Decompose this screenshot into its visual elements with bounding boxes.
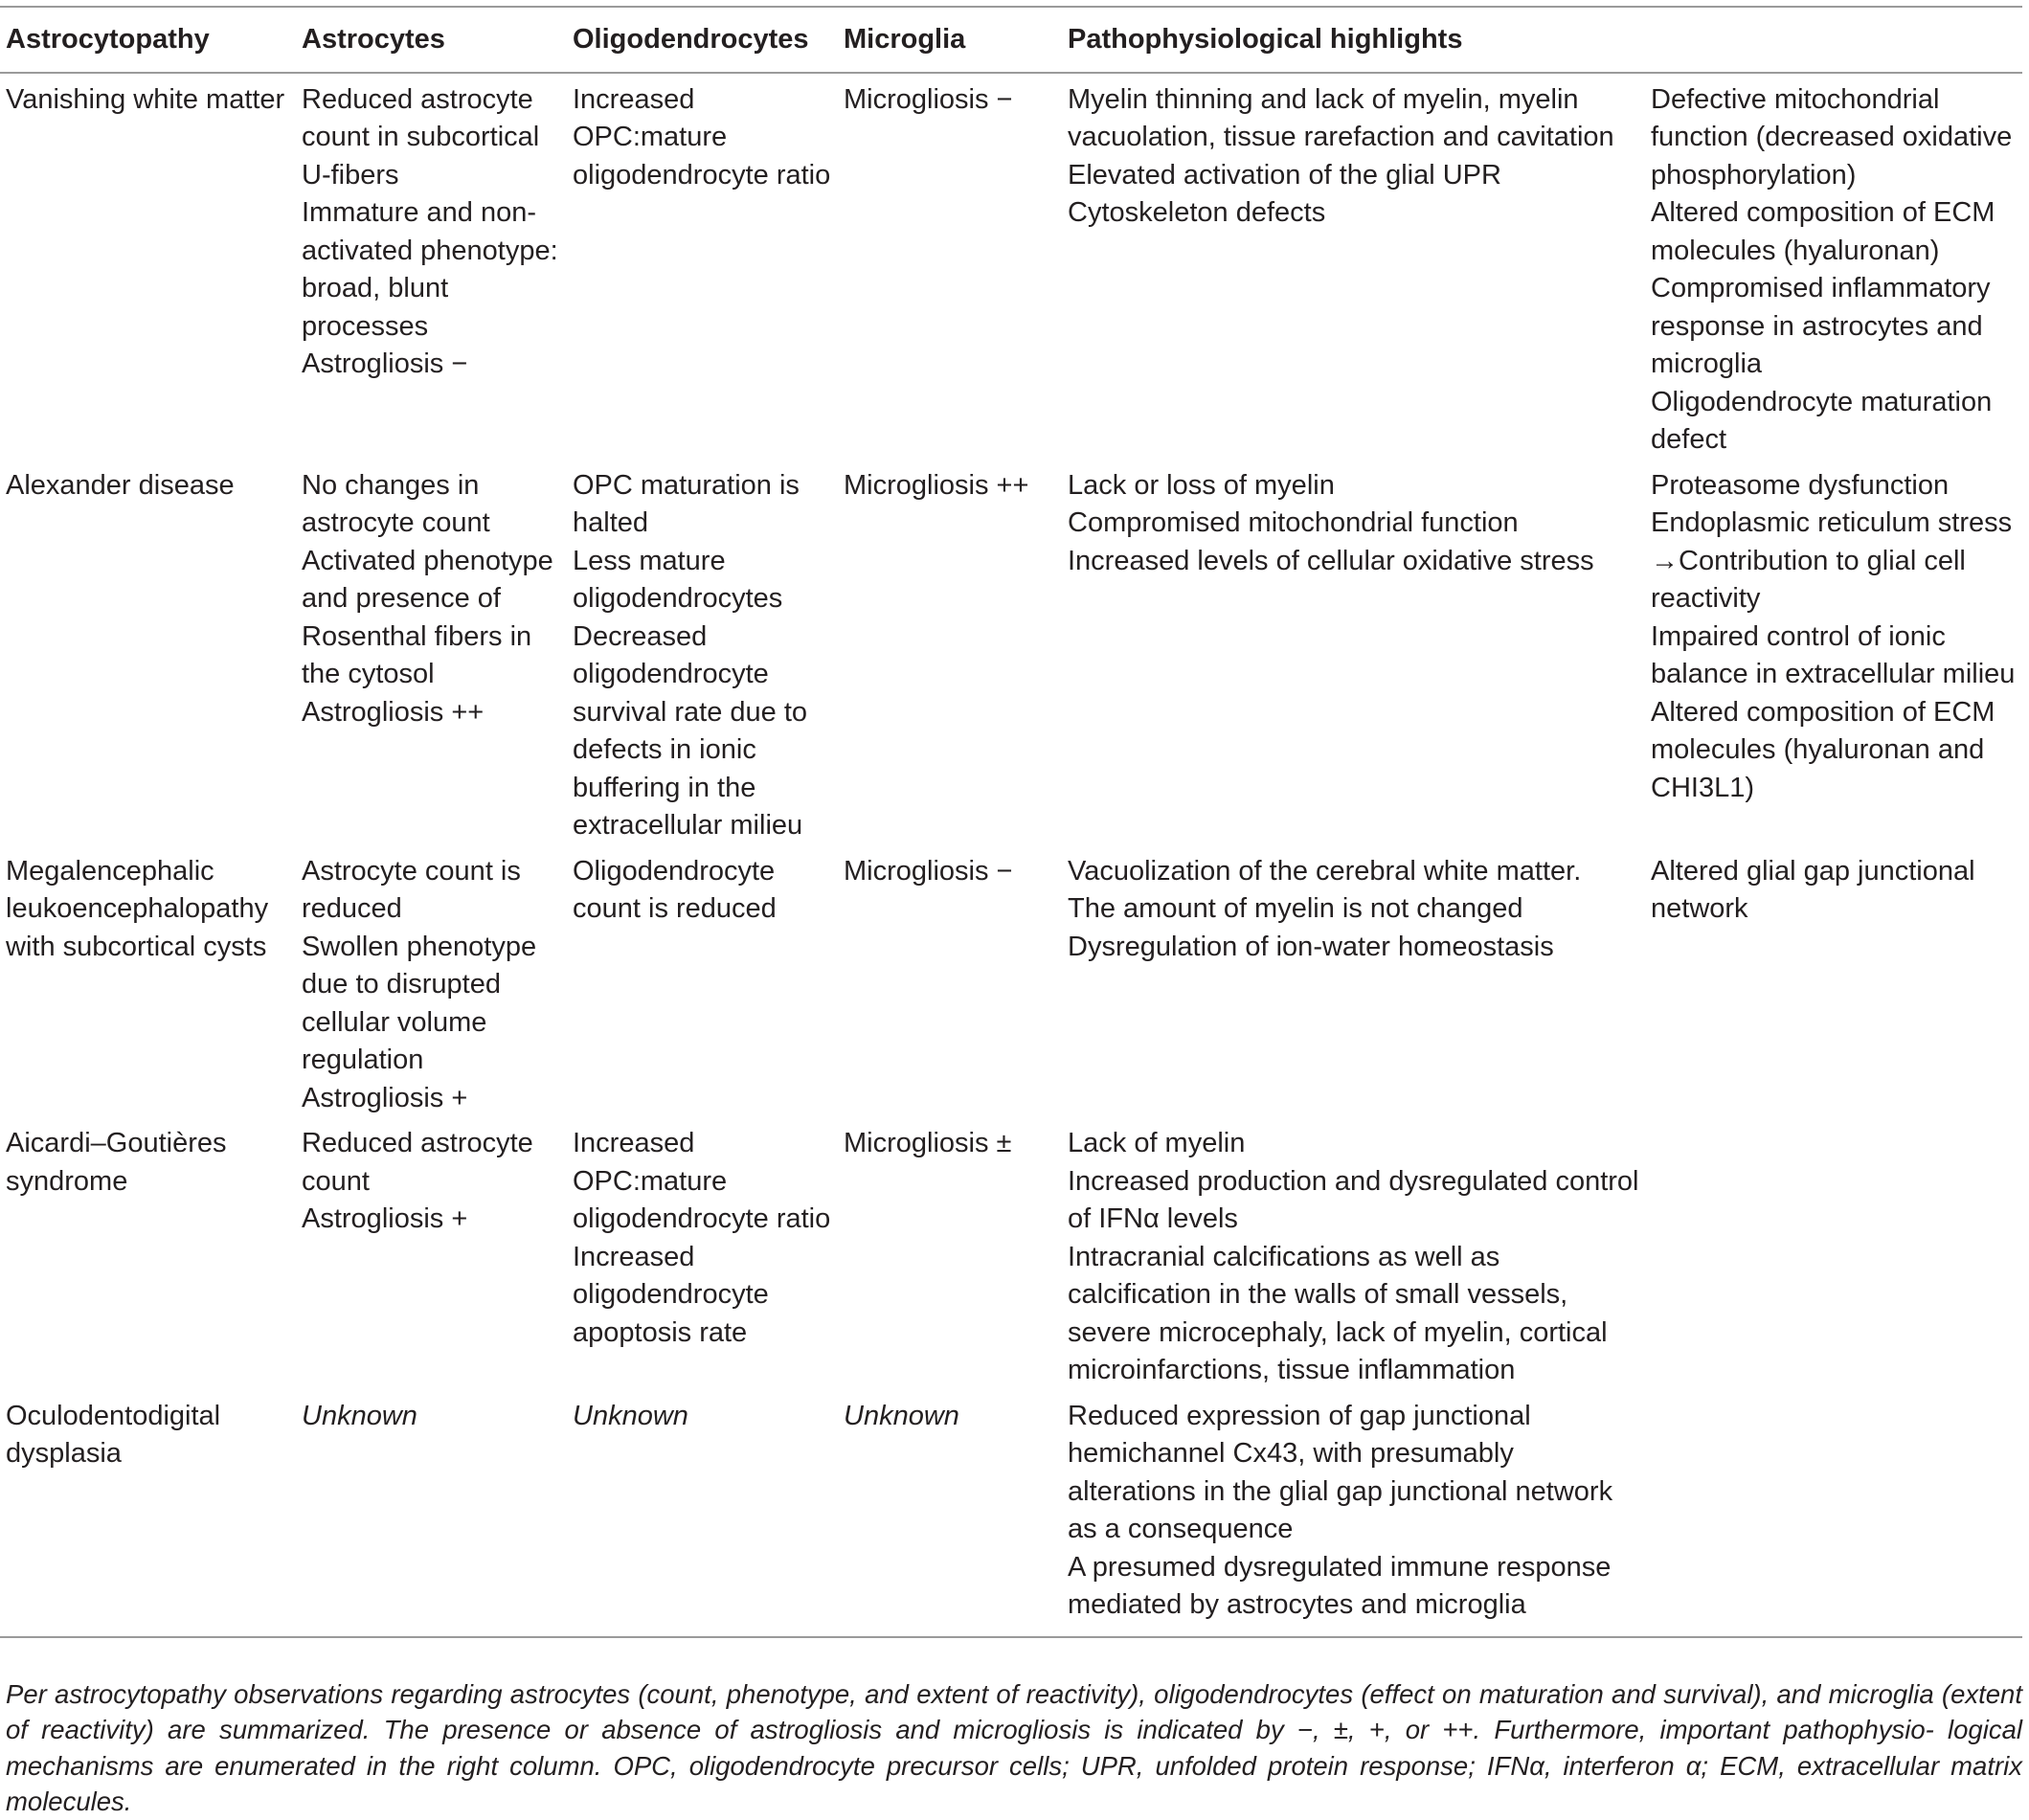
highlights-cell-line: Myelin thinning and lack of myelin, myelin vacuolation, tissue rarefaction and cavitation bbox=[1068, 83, 1614, 152]
header-microglia: Microglia bbox=[844, 24, 966, 55]
mechanisms-cell bbox=[1645, 1117, 2022, 1390]
highlights-cell-line: Reduced expression of gap junctional hemichannel Cx43, with presumably alterations in the glial gap junctional network as a consequence bbox=[1068, 1400, 1613, 1544]
astrocytes-cell bbox=[296, 845, 567, 1118]
astrocytes-cell bbox=[296, 460, 567, 845]
microglia-cell: Microgliosis ± bbox=[844, 1128, 1012, 1158]
oligodendrocytes-cell-line: Increased oligodendrocyte apoptosis rate bbox=[573, 1241, 769, 1348]
oligodendrocytes-cell bbox=[567, 73, 838, 460]
astrocytopathy-name: Megalencephalic leukoencephalopathy with subcortical cysts bbox=[6, 855, 269, 962]
mechanisms-cell bbox=[1645, 460, 2022, 845]
astrocytopathy-name: Aicardi–Goutières syndrome bbox=[6, 1128, 227, 1197]
highlights-cell-line: Cytoskeleton defects bbox=[1068, 197, 1326, 228]
astrocytopathy-name: Alexander disease bbox=[6, 469, 235, 501]
astrocytes-cell-line: Astrogliosis + bbox=[302, 1082, 468, 1113]
table-row bbox=[0, 1117, 2022, 1390]
astrocytes-cell-line: Reduced astrocyte count bbox=[302, 1128, 533, 1197]
mechanisms-cell-line: Defective mitochondrial function (decreased oxidative phosphorylation) bbox=[1651, 83, 2013, 191]
microglia-cell: Microgliosis − bbox=[844, 855, 1013, 887]
highlights-cell bbox=[1062, 73, 1645, 460]
highlights-cell-line: Lack or loss of myelin bbox=[1068, 469, 1335, 501]
astrocytes-cell-line: Reduced astrocyte count in subcortical U-fibers bbox=[302, 83, 540, 191]
header-astrocytes: Astrocytes bbox=[302, 24, 445, 55]
mechanisms-cell-line: Proteasome dysfunction bbox=[1651, 469, 1950, 501]
mechanisms-cell-line: Endoplasmic reticulum stress →Contribution to glial cell reactivity bbox=[1651, 507, 2013, 614]
header-mechanisms bbox=[1645, 7, 2022, 73]
table-row bbox=[0, 73, 2022, 460]
table-row bbox=[0, 1390, 2022, 1637]
highlights-cell bbox=[1062, 845, 1645, 1118]
mechanisms-cell-line: Impaired control of ionic balance in extracellular milieu bbox=[1651, 620, 2016, 689]
table-row bbox=[0, 845, 2022, 1118]
microglia-cell: Microgliosis − bbox=[844, 83, 1013, 115]
header-oligodendrocytes: Oligodendrocytes bbox=[573, 24, 809, 55]
table-row bbox=[0, 460, 2022, 845]
highlights-cell-line: Increased production and dysregulated control of IFNα levels bbox=[1068, 1165, 1639, 1234]
astrocytes-cell-line: Astrogliosis + bbox=[302, 1203, 468, 1234]
header-row bbox=[0, 7, 2022, 73]
table-header bbox=[0, 7, 2022, 73]
astrocytes-cell-line: Activated phenotype and presence of Rosenthal fibers in the cytosol bbox=[302, 545, 553, 689]
astrocytes-cell-line: Swollen phenotype due to disrupted cellular volume regulation bbox=[302, 931, 537, 1075]
oligodendrocytes-cell bbox=[567, 845, 838, 1118]
microglia-cell: Microgliosis ++ bbox=[844, 469, 1029, 501]
mechanisms-cell-line: Altered glial gap junctional network bbox=[1651, 855, 1975, 924]
astrocytes-cell-line: Astrogliosis ++ bbox=[302, 696, 485, 728]
mechanisms-cell bbox=[1645, 73, 2022, 460]
highlights-cell bbox=[1062, 1117, 1645, 1390]
header-astrocytopathy: Astrocytopathy bbox=[6, 24, 210, 55]
astrocytes-cell-line: Astrogliosis − bbox=[302, 348, 468, 379]
microglia-cell: Unknown bbox=[844, 1400, 959, 1431]
astrocytes-cell bbox=[296, 1390, 567, 1637]
table-caption: Per astrocytopathy observations regarding astrocytes (count, phenotype, and extent of reactivity), oligodendrocytes (effect on maturation and survival), and microglia (extent of reactivity) are summarized. The presence or absence of astrogliosis and microgliosis is indicated by −, ±, +, or ++. Furthermore, important pathophysio- logical mechanisms are enumerated in the right column. OPC, oligodendrocyte precursor cells; UPR, unfolded protein response; IFNα, interferon α; ECM, extracellular matrix molecules. bbox=[6, 1678, 2022, 1816]
oligodendrocytes-cell-line: Unknown bbox=[573, 1400, 688, 1431]
highlights-cell-line: Intracranial calcifications as well as calcification in the walls of small vessels, severe microcephaly, lack of myelin, cortical microinfarctions, tissue inflammation bbox=[1068, 1241, 1608, 1385]
astrocytes-cell bbox=[296, 1117, 567, 1390]
oligodendrocytes-cell bbox=[567, 1117, 838, 1390]
mechanisms-cell-line: Altered composition of ECM molecules (hyaluronan) bbox=[1651, 197, 1995, 266]
astrocytopathy-table bbox=[0, 6, 2022, 1638]
highlights-cell-line: The amount of myelin is not changed bbox=[1068, 893, 1523, 924]
oligodendrocytes-cell bbox=[567, 1390, 838, 1637]
header-pathophysiological-highlights: Pathophysiological highlights bbox=[1068, 24, 1463, 55]
astrocytopathy-name: Vanishing white matter bbox=[6, 83, 285, 115]
astrocytopathy-name: Oculodentodigital dysplasia bbox=[6, 1400, 221, 1469]
highlights-cell-line: Dysregulation of ion-water homeostasis bbox=[1068, 931, 1554, 962]
oligodendrocytes-cell-line: Decreased oligodendrocyte survival rate due to defects in ionic buffering in the extracellular milieu bbox=[573, 620, 808, 841]
highlights-cell bbox=[1062, 460, 1645, 845]
astrocytes-cell bbox=[296, 73, 567, 460]
table-body bbox=[0, 73, 2022, 1637]
mechanisms-cell-line: Compromised inflammatory response in astrocytes and microglia bbox=[1651, 273, 1991, 379]
highlights-cell-line: Elevated activation of the glial UPR bbox=[1068, 159, 1501, 191]
highlights-cell-line: Lack of myelin bbox=[1068, 1128, 1246, 1158]
oligodendrocytes-cell-line: Less mature oligodendrocytes bbox=[573, 545, 783, 614]
astrocytes-cell-line: No changes in astrocyte count bbox=[302, 469, 490, 538]
highlights-cell-line: Compromised mitochondrial function bbox=[1068, 507, 1519, 538]
highlights-cell-line: Vacuolization of the cerebral white matter. bbox=[1068, 855, 1582, 887]
astrocytes-cell-line: Immature and non-activated phenotype: broad, blunt processes bbox=[302, 197, 558, 342]
mechanisms-cell bbox=[1645, 845, 2022, 1118]
astrocytes-cell-line: Unknown bbox=[302, 1400, 417, 1431]
highlights-cell-line: Increased levels of cellular oxidative stress bbox=[1068, 545, 1594, 576]
oligodendrocytes-cell-line: Oligodendrocyte count is reduced bbox=[573, 855, 777, 924]
oligodendrocytes-cell-line: Increased OPC:mature oligodendrocyte ratio bbox=[573, 83, 831, 191]
highlights-cell bbox=[1062, 1390, 1645, 1637]
oligodendrocytes-cell bbox=[567, 460, 838, 845]
mechanisms-cell-line: Altered composition of ECM molecules (hyaluronan and CHI3L1) bbox=[1651, 696, 1995, 803]
mechanisms-cell bbox=[1645, 1390, 2022, 1637]
mechanisms-cell-line: Oligodendrocyte maturation defect bbox=[1651, 386, 1993, 455]
oligodendrocytes-cell-line: OPC maturation is halted bbox=[573, 469, 800, 538]
oligodendrocytes-cell-line: Increased OPC:mature oligodendrocyte ratio bbox=[573, 1128, 831, 1234]
highlights-cell-line: A presumed dysregulated immune response mediated by astrocytes and microglia bbox=[1068, 1551, 1612, 1620]
astrocytes-cell-line: Astrocyte count is reduced bbox=[302, 855, 521, 924]
